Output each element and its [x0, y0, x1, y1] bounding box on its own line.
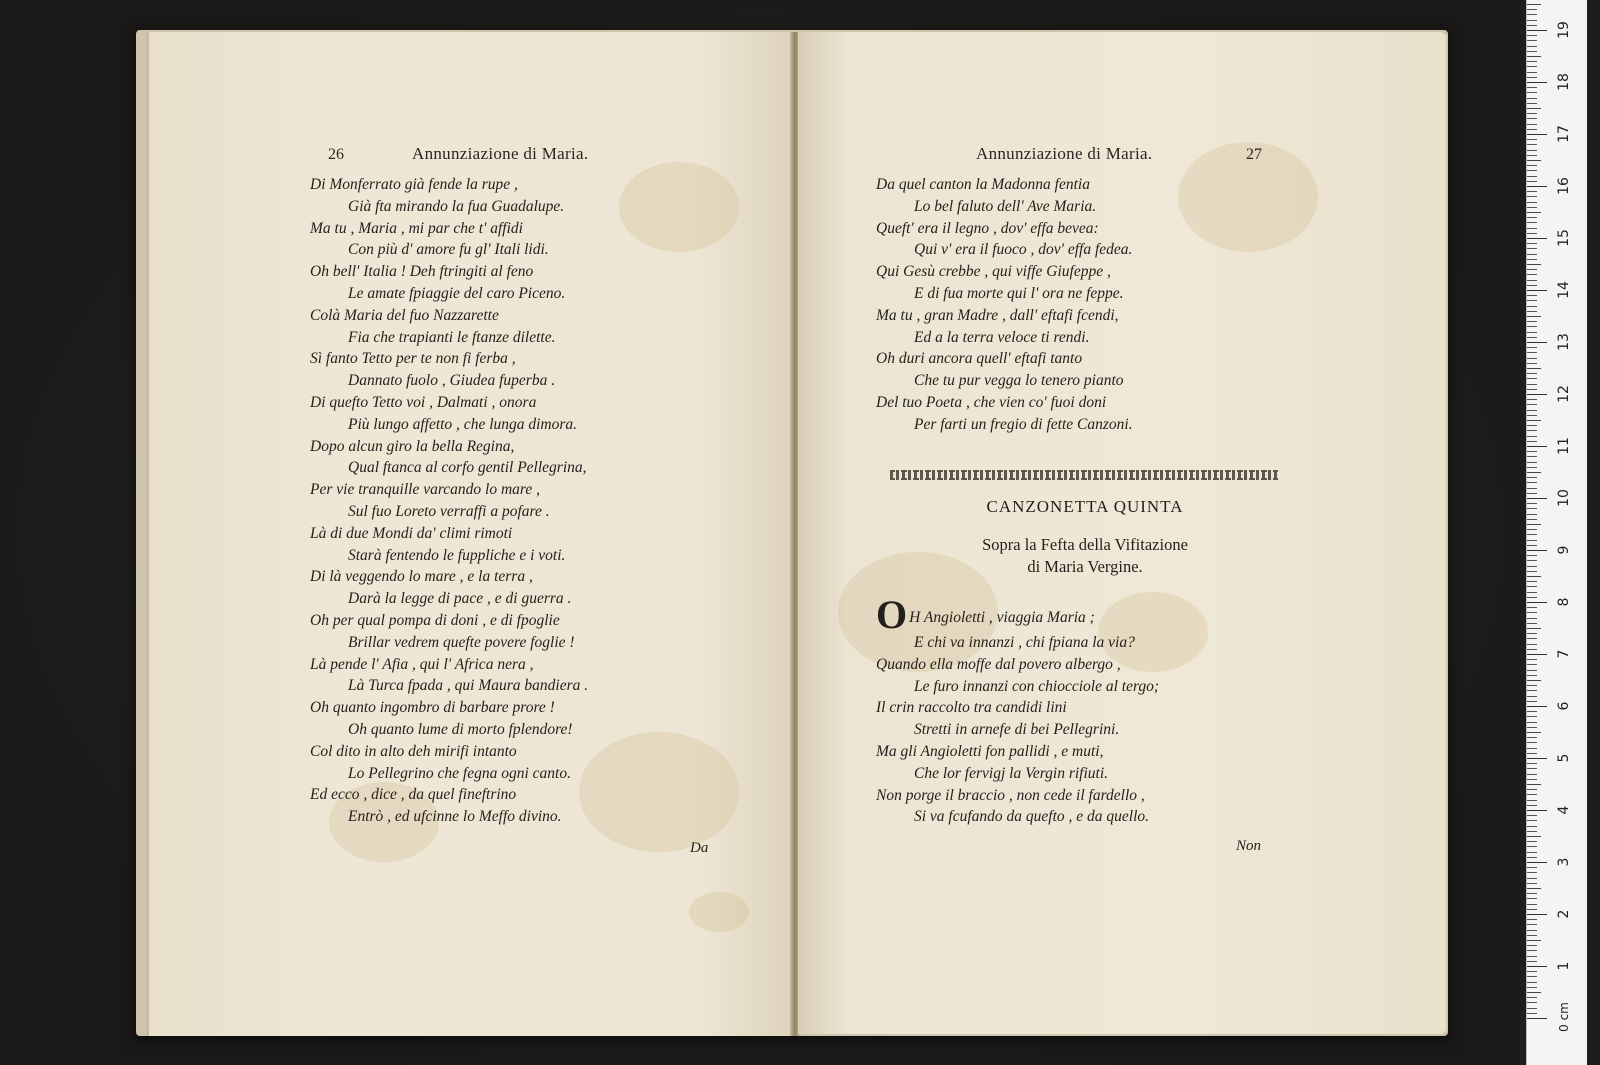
- ruler-tick: [1527, 446, 1547, 447]
- left-running-head: Annunziazione di Maria.: [412, 144, 589, 163]
- ruler-tick: [1527, 940, 1541, 941]
- ruler-tick: [1527, 846, 1537, 847]
- verse-line: Là di due Mondi da' climi rimoti: [310, 524, 513, 542]
- ruler-tick: [1527, 727, 1537, 728]
- verse-line: Brillar vedrem quefte povere foglie !: [348, 633, 575, 651]
- ruler-tick: [1527, 118, 1537, 119]
- ruler-tick: [1527, 919, 1537, 920]
- ruler-tick: [1527, 103, 1537, 104]
- ruler-tick: [1527, 373, 1537, 374]
- ruler-tick: [1527, 176, 1537, 177]
- ruler-tick: [1527, 649, 1537, 650]
- right-catchword: Non: [1236, 838, 1262, 854]
- ruler-tick: [1527, 800, 1537, 801]
- ruler-tick: [1527, 737, 1537, 738]
- verse-line: Per vie tranquille varcando lo mare ,: [310, 481, 541, 499]
- ruler-tick: [1527, 144, 1537, 145]
- ruler-tick: [1527, 129, 1537, 130]
- ruler-tick: [1527, 51, 1537, 52]
- ruler-tick: [1527, 758, 1547, 759]
- verse-line: Queft' era il legno , dov' effa bevea:: [876, 219, 1099, 237]
- ruler-label: 17: [1556, 125, 1572, 143]
- ruler-tick: [1527, 904, 1537, 905]
- ruler-tick: [1527, 976, 1537, 977]
- ruler-tick: [1527, 612, 1537, 613]
- ruler-label: 7: [1556, 649, 1572, 659]
- section-subtitle-2: di Maria Vergine.: [1027, 557, 1143, 576]
- verse-line: Non porge il braccio , non cede il fardello ,: [876, 786, 1145, 804]
- ruler-tick: [1527, 420, 1541, 421]
- ruler-tick: [1527, 888, 1541, 889]
- verse-line: Là Turca fpada , qui Maura bandiera .: [348, 677, 589, 695]
- ruler-tick: [1527, 82, 1547, 83]
- ruler-tick: [1527, 924, 1537, 925]
- ruler-tick: [1527, 623, 1537, 624]
- ruler-tick: [1527, 72, 1537, 73]
- ruler-tick: [1527, 14, 1537, 15]
- ruler-tick: [1527, 264, 1541, 265]
- ruler-tick: [1527, 857, 1537, 858]
- ruler-tick: [1527, 810, 1547, 811]
- verse-line: Ma tu , Maria , mi par che t' affidi: [310, 219, 523, 237]
- verse-line: Che tu pur vegga lo tenero pianto: [914, 372, 1124, 390]
- ruler-tick: [1527, 774, 1537, 775]
- ruler-tick: [1527, 982, 1537, 983]
- right-running-head: Annunziazione di Maria.: [976, 144, 1153, 163]
- ruler-tick: [1527, 540, 1537, 541]
- ruler-tick: [1527, 155, 1537, 156]
- verse-line: Con più d' amore fu gl' Itali lidi.: [348, 241, 549, 259]
- verse-line: Ed ecco , dice , da quel fineftrino: [310, 786, 517, 804]
- ruler-tick: [1527, 831, 1537, 832]
- ruler-label: 4: [1556, 805, 1572, 815]
- ruler-tick: [1527, 670, 1537, 671]
- verse-line: Per farti un fregio di fette Canzoni.: [914, 415, 1133, 433]
- ruler-tick: [1527, 170, 1537, 171]
- ruler-tick: [1527, 654, 1547, 655]
- ruler-tick: [1527, 1018, 1547, 1019]
- ruler-tick: [1527, 664, 1537, 665]
- ruler-tick: [1527, 753, 1537, 754]
- ruler-tick: [1527, 326, 1537, 327]
- ruler-tick: [1527, 404, 1537, 405]
- ruler-label: 16: [1556, 177, 1572, 195]
- ruler-label: 3: [1556, 857, 1572, 867]
- ruler-tick: [1527, 467, 1537, 468]
- verse-line: Col dito in alto deh mirifi intanto: [310, 742, 517, 760]
- ruler-tick: [1527, 358, 1537, 359]
- ruler-tick: [1527, 961, 1537, 962]
- ruler-tick: [1527, 550, 1547, 551]
- ruler-tick: [1527, 576, 1541, 577]
- ruler-tick: [1527, 295, 1537, 296]
- ruler-tick: [1527, 883, 1537, 884]
- verse-line: Stretti in arnefe di bei Pellegrini.: [914, 721, 1120, 739]
- ruler-tick: [1527, 878, 1537, 879]
- ruler-tick: [1527, 898, 1537, 899]
- verse-line: Entrò , ed ufcinne lo Meffo divino.: [348, 808, 562, 826]
- ruler-label: 8: [1556, 597, 1572, 607]
- ruler-tick: [1527, 274, 1537, 275]
- ruler-tick: [1527, 160, 1541, 161]
- ruler-tick: [1527, 40, 1537, 41]
- ruler-tick: [1527, 207, 1537, 208]
- verse-line: Ma tu , gran Madre , dall' eftafi fcendi,: [876, 306, 1119, 324]
- ruler-tick: [1527, 410, 1537, 411]
- verse-line: Là pende l' Afia , qui l' Africa nera ,: [310, 655, 534, 673]
- ruler-tick: [1527, 488, 1537, 489]
- verse-line: E chi va innanzi , chi fpiana la via?: [914, 634, 1135, 651]
- ruler-tick: [1527, 35, 1537, 36]
- ruler-tick: [1527, 597, 1537, 598]
- ruler-tick: [1527, 534, 1537, 535]
- verse-line: Qui v' era il fuoco , dov' effa fedea.: [914, 241, 1133, 259]
- ruler-label: 12: [1556, 385, 1572, 403]
- ruler-tick: [1527, 150, 1537, 151]
- ruler-tick: [1527, 503, 1537, 504]
- verse-line: Qui Gesù crebbe , qui viffe Giufeppe ,: [876, 263, 1111, 281]
- ruler-tick: [1527, 930, 1537, 931]
- ruler-tick: [1527, 321, 1537, 322]
- ruler-tick: [1527, 217, 1537, 218]
- ruler-tick: [1527, 529, 1537, 530]
- ruler-tick: [1527, 805, 1537, 806]
- ruler-tick: [1527, 618, 1537, 619]
- verse-line: Già fta mirando la fua Guadalupe.: [348, 197, 565, 215]
- ruler-tick: [1527, 25, 1537, 26]
- ruler-tick: [1527, 992, 1541, 993]
- ruler-tick: [1527, 30, 1547, 31]
- ruler-tick: [1527, 826, 1537, 827]
- ruler-label: 6: [1556, 701, 1572, 711]
- ruler-tick: [1527, 20, 1537, 21]
- ruler-tick: [1527, 586, 1537, 587]
- ruler-tick: [1527, 675, 1537, 676]
- ruler-tick: [1527, 841, 1537, 842]
- ruler-tick: [1527, 716, 1537, 717]
- ruler-tick: [1527, 436, 1537, 437]
- ruler-tick: [1527, 732, 1541, 733]
- ruler-tick: [1527, 477, 1537, 478]
- ruler-tick: [1527, 61, 1537, 62]
- verse-line: Oh per qual pompa di doni , e di fpoglie: [310, 611, 560, 629]
- left-catchword: Da: [690, 840, 709, 856]
- ruler-tick: [1527, 415, 1537, 416]
- ruler-tick: [1527, 722, 1537, 723]
- ruler-tick: [1527, 966, 1547, 967]
- ruler-tick: [1527, 347, 1537, 348]
- verse-line: Da quel canton la Madonna fentia: [876, 176, 1090, 193]
- verse-line: Di quefto Tetto voi , Dalmati , onora: [310, 393, 537, 411]
- right-verse-block-2: [876, 632, 1159, 828]
- ruler-tick: [1527, 852, 1537, 853]
- ruler-tick: [1527, 711, 1537, 712]
- verse-line: Starà fentendo le fuppliche e i voti.: [348, 546, 566, 564]
- verse-line: Si va fcufando da quefto , e da quello.: [914, 808, 1150, 826]
- ruler-label: 18: [1556, 73, 1572, 91]
- ruler-tick: [1527, 87, 1537, 88]
- ruler-tick: [1527, 77, 1537, 78]
- ruler-tick: [1527, 524, 1541, 525]
- ruler-tick: [1527, 399, 1537, 400]
- ruler-tick: [1527, 987, 1537, 988]
- ruler-label: 19: [1556, 21, 1572, 39]
- ruler-tick: [1527, 628, 1541, 629]
- ruler-tick: [1527, 389, 1537, 390]
- verse-line: Ed a la terra veloce ti rendi.: [914, 328, 1090, 346]
- ruler-tick: [1527, 269, 1537, 270]
- verse-line: Le amate fpiaggie del caro Piceno.: [348, 284, 566, 302]
- section-subtitle-1: Sopra la Fefta della Vifitazione: [982, 535, 1188, 554]
- ruler-tick: [1527, 9, 1537, 10]
- ruler-tick: [1527, 644, 1537, 645]
- ruler-tick: [1527, 592, 1537, 593]
- ruler-tick: [1527, 352, 1537, 353]
- ruler-tick: [1527, 441, 1537, 442]
- ruler-tick: [1527, 956, 1537, 957]
- ruler-tick: [1527, 228, 1537, 229]
- ruler-tick: [1527, 46, 1537, 47]
- ruler-tick: [1527, 254, 1537, 255]
- ruler-tick: [1527, 555, 1537, 556]
- ruler-tick: [1527, 581, 1537, 582]
- verse-line: Sul fuo Loreto verraffi a pofare .: [348, 502, 550, 520]
- ruler-tick: [1527, 212, 1541, 213]
- ruler-tick: [1527, 363, 1537, 364]
- ruler-tick: [1527, 165, 1537, 166]
- ruler-tick: [1527, 430, 1537, 431]
- ruler-tick: [1527, 4, 1541, 5]
- ruler-tick: [1527, 571, 1537, 572]
- ruler-tick: [1527, 124, 1537, 125]
- ruler-tick: [1527, 706, 1547, 707]
- ruler-tick: [1527, 493, 1537, 494]
- ruler-tick: [1527, 680, 1541, 681]
- verse-line: Qual ftanca al corfo gentil Pellegrina,: [348, 459, 587, 477]
- right-page-number: 27: [1246, 146, 1262, 163]
- ruler-tick: [1527, 867, 1537, 868]
- ruler-tick: [1527, 259, 1537, 260]
- ruler-tick: [1527, 98, 1537, 99]
- ruler-label: 2: [1556, 909, 1572, 919]
- ruler-tick: [1527, 66, 1537, 67]
- ruler-tick: [1527, 779, 1537, 780]
- ruler-tick: [1527, 394, 1547, 395]
- verse-line: Quando ella moffe dal povero albergo ,: [876, 655, 1121, 673]
- ruler-tick: [1527, 316, 1541, 317]
- ruler-label: 1: [1556, 961, 1572, 971]
- ruler-tick: [1527, 768, 1537, 769]
- verse-line: Ma gli Angioletti fon pallidi , e muti,: [876, 742, 1104, 760]
- ruler-tick: [1527, 451, 1537, 452]
- ruler-tick: [1527, 789, 1537, 790]
- ruler-tick: [1527, 602, 1547, 603]
- ruler-tick: [1527, 342, 1547, 343]
- ruler-tick: [1527, 763, 1537, 764]
- ruler-tick: [1527, 202, 1537, 203]
- measurement-ruler: [1526, 0, 1587, 1065]
- ruler-tick: [1527, 945, 1537, 946]
- ruler-unit-label: 0 cm: [1557, 1002, 1571, 1032]
- ruler-tick: [1527, 1008, 1537, 1009]
- verse-line: Dannato fuolo , Giudea fuperba .: [348, 372, 556, 390]
- ruler-tick: [1527, 280, 1537, 281]
- ruler-tick: [1527, 997, 1537, 998]
- ruler-tick: [1527, 1002, 1537, 1003]
- ruler-label: 14: [1556, 281, 1572, 299]
- ruler-tick: [1527, 914, 1547, 915]
- ruler-label: 13: [1556, 333, 1572, 351]
- ruler-tick: [1527, 108, 1541, 109]
- verse-line: Lo bel faluto dell' Ave Maria.: [914, 197, 1097, 215]
- verse-line: Dopo alcun giro la bella Regina,: [310, 437, 515, 455]
- verse-line: Del tuo Poeta , che vien co' fuoi doni: [876, 393, 1107, 411]
- ruler-tick: [1527, 243, 1537, 244]
- ruler-tick: [1527, 300, 1537, 301]
- ruler-tick: [1527, 748, 1537, 749]
- ruler-tick: [1527, 909, 1537, 910]
- left-page-number: 26: [328, 146, 344, 163]
- verse-line: Darà la legge di pace , e di guerra .: [348, 590, 572, 608]
- verse-line: Colà Maria del fuo Nazzarette: [310, 306, 499, 324]
- verse-line: Di là veggendo lo mare , e la terra ,: [310, 568, 533, 586]
- ruler-tick: [1527, 113, 1537, 114]
- ruler-tick: [1527, 872, 1537, 873]
- verse-line: Oh quanto lume di morto fplendore!: [348, 720, 573, 738]
- ruler-tick: [1527, 690, 1537, 691]
- ruler-tick: [1527, 425, 1537, 426]
- first-line-with-dropcap: [876, 592, 1095, 637]
- ruler-tick: [1527, 638, 1537, 639]
- ruler-tick: [1527, 139, 1537, 140]
- ruler-tick: [1527, 633, 1537, 634]
- ruler-tick: [1527, 285, 1537, 286]
- verse-line: Lo Pellegrino che fegna ogni canto.: [348, 764, 571, 782]
- ruler-tick: [1527, 1013, 1537, 1014]
- ruler-tick: [1527, 462, 1537, 463]
- ornamental-rule: [890, 470, 1278, 480]
- ruler-tick: [1527, 337, 1537, 338]
- ruler-tick: [1527, 742, 1537, 743]
- ruler-tick: [1527, 186, 1547, 187]
- ruler-label: 10: [1556, 489, 1572, 507]
- ruler-tick: [1527, 685, 1537, 686]
- ruler-tick: [1527, 519, 1537, 520]
- ruler-tick: [1527, 836, 1541, 837]
- ruler-tick: [1527, 935, 1537, 936]
- ruler-tick: [1527, 508, 1537, 509]
- verse-line: Fia che trapianti le ftanze dilette.: [348, 328, 556, 346]
- left-verse-block: [310, 174, 588, 828]
- verse-line: Sì fanto Tetto per te non fi ferba ,: [310, 350, 516, 368]
- ruler-tick: [1527, 134, 1547, 135]
- ruler-tick: [1527, 92, 1537, 93]
- ruler-tick: [1527, 560, 1537, 561]
- verse-line: Più lungo affetto , che lunga dimora.: [348, 415, 578, 433]
- ruler-tick: [1527, 248, 1537, 249]
- verse-line: Il crin raccolto tra candidi lini: [876, 699, 1067, 717]
- ruler-tick: [1527, 378, 1537, 379]
- ruler-label: 9: [1556, 545, 1572, 555]
- verse-line: E di fua morte qui l' ora ne feppe.: [914, 284, 1124, 302]
- dropcap: O: [876, 592, 908, 637]
- ruler-tick: [1527, 784, 1541, 785]
- ruler-tick: [1527, 472, 1541, 473]
- ruler-tick: [1527, 545, 1537, 546]
- verse-line: Le furo innanzi con chiocciole al tergo;: [914, 677, 1160, 695]
- ruler-tick: [1527, 950, 1537, 951]
- ruler-label: 11: [1556, 437, 1572, 455]
- ruler-label: 5: [1556, 753, 1572, 763]
- ruler-tick: [1527, 233, 1537, 234]
- ruler-tick: [1527, 196, 1537, 197]
- verse-line: Di Monferrato già fende la rupe ,: [310, 176, 518, 193]
- ruler-tick: [1527, 311, 1537, 312]
- ruler-tick: [1527, 456, 1537, 457]
- ruler-tick: [1527, 659, 1537, 660]
- first-line-text: H Angioletti , viaggia Maria ;: [909, 609, 1095, 626]
- ruler-tick: [1527, 332, 1537, 333]
- ruler-tick: [1527, 514, 1537, 515]
- ruler-tick: [1527, 607, 1537, 608]
- verse-line: Oh quanto ingombro di barbare prore !: [310, 699, 555, 717]
- ruler-tick: [1527, 820, 1537, 821]
- ruler-tick: [1527, 971, 1537, 972]
- ruler-tick: [1527, 862, 1547, 863]
- verse-line: Che lor fervigj la Vergin rifiuti.: [914, 764, 1109, 782]
- ruler-tick: [1527, 696, 1537, 697]
- ruler-tick: [1527, 191, 1537, 192]
- ruler-tick: [1527, 290, 1547, 291]
- ruler-tick: [1527, 306, 1537, 307]
- ruler-tick: [1527, 222, 1537, 223]
- ruler-tick: [1527, 815, 1537, 816]
- verse-line: Oh bell' Italia ! Deh ftringiti al feno: [310, 263, 534, 281]
- ruler-tick: [1527, 498, 1547, 499]
- ruler-tick: [1527, 56, 1541, 57]
- ruler-tick: [1527, 893, 1537, 894]
- ruler-tick: [1527, 482, 1537, 483]
- ruler-tick: [1527, 181, 1537, 182]
- right-verse-block: [876, 174, 1133, 436]
- verse-line: Oh duri ancora quell' eftafi tanto: [876, 350, 1083, 368]
- ruler-tick: [1527, 566, 1537, 567]
- ruler-tick: [1527, 368, 1541, 369]
- ruler-label: 15: [1556, 229, 1572, 247]
- ruler-tick: [1527, 794, 1537, 795]
- ruler-tick: [1527, 701, 1537, 702]
- ruler-tick: [1527, 384, 1537, 385]
- ruler-tick: [1527, 238, 1547, 239]
- section-title: CANZONETTA QUINTA: [986, 497, 1184, 516]
